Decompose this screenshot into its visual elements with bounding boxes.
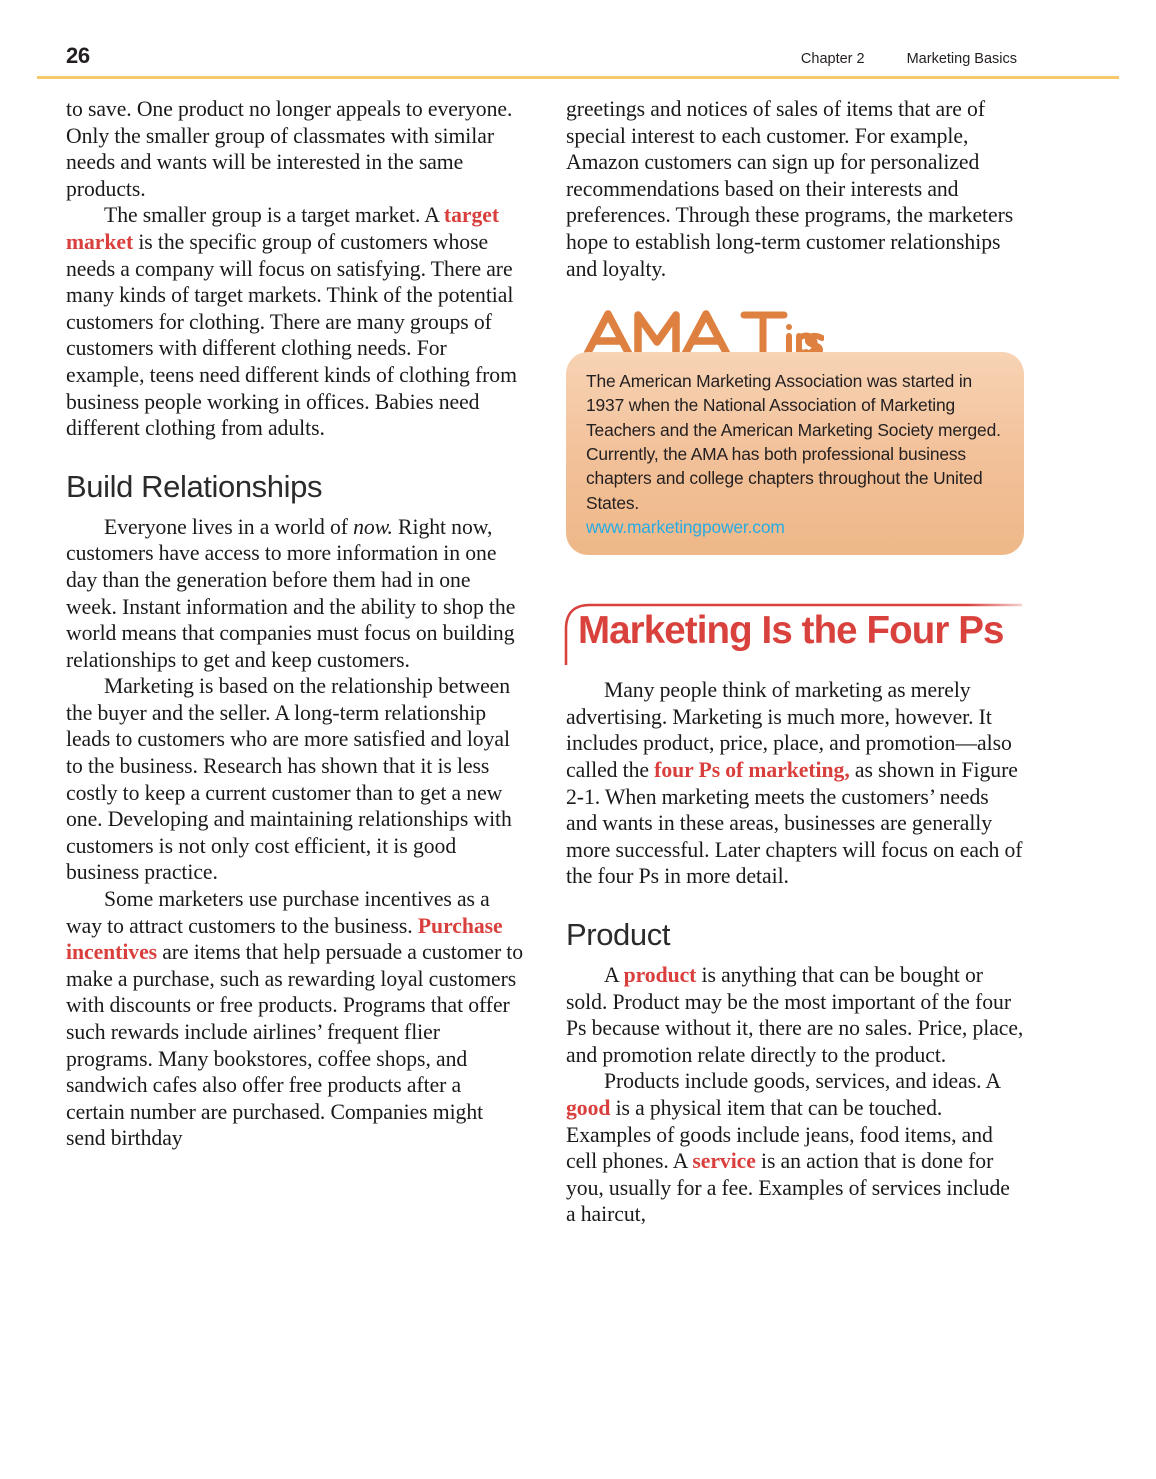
paragraph: The smaller group is a target market. A target market is the specific group of customers whose needs a company will focus on satisfying. There are many kinds of target markets. Think of the potential customers for clothing. There are many groups of customers with different clothing needs. For example, teens need different kinds of clothing from business people working in offices. Babies need different clothing from adults. xyxy=(66,203,517,441)
emphasis-text: now. xyxy=(353,514,393,539)
key-term: product xyxy=(623,962,697,987)
subheading-build-relationships: Build Relationships xyxy=(66,468,323,504)
paragraph: Everyone lives in a world of now. Right now, customers have access to more information in one day than the generation before them had in one week. Instant information and the ability to shop the world means that companies must focus on building relationships to get and keep customers. xyxy=(66,514,516,672)
ama-tips-url-link[interactable]: www.marketingpower.com xyxy=(586,516,785,537)
section-heading-marketing-four-ps: Marketing Is the Four Ps xyxy=(578,609,1004,653)
subheading-product: Product xyxy=(566,916,671,952)
chapter-number: Chapter 2 xyxy=(800,51,865,67)
paragraph: Marketing is based on the relationship between the buyer and the seller. A long-term relationship leads to customers who are more satisfied and loyal to the business. Research has shown that it is less costly to keep a current customer than to get a new one. Developing and maintaining relationships with customers is not only cost efficient, it is good business practice. xyxy=(66,674,512,885)
paragraph: to save. One product no longer appeals to everyone. Only the smaller group of classmates with similar needs and wants will be interested in the same products. xyxy=(66,97,513,201)
running-head xyxy=(0,0,1156,80)
chapter-title: Marketing Basics xyxy=(906,51,1017,67)
page-number: 26 xyxy=(66,43,90,68)
ama-tips-body: The American Marketing Association was started in 1937 when the National Association of Marketing Teachers and the American Marketing Society merged. Currently, the AMA has both professional business chapters and college chapters throughout the United States. xyxy=(586,371,1001,513)
key-term: service xyxy=(692,1149,756,1174)
paragraph: Some marketers use purchase incentives as a way to attract customers to the business. Purchase incentives are items that help persuade a customer to make a purchase, such as rewarding loyal customers with discounts or free products. Programs that offer such rewards include airlines’ frequent flier programs. Many bookstores, coffee shops, and sandwich cafes also offer free products after a certain number are purchased. Companies might send birthday xyxy=(66,887,524,1151)
chapter-label xyxy=(801,51,1017,67)
right-column xyxy=(566,96,1024,1228)
left-column xyxy=(66,96,524,1152)
paragraph: A product is anything that can be bought or sold. Product may be the most important of the four Ps because without it, there are no sales. Price, place, and promotion relate directly to the product. xyxy=(566,962,1024,1067)
ama-tips-feature xyxy=(566,308,1024,555)
key-term: good xyxy=(566,1095,611,1120)
key-term: four Ps of marketing, xyxy=(654,758,850,783)
paragraph: greetings and notices of sales of items that are of special interest to each customer. For example, Amazon customers can sign up for personalized recommendations based on their interests and preferences. Through these programs, the marketers hope to establish long-term customer relationships and loyalty. xyxy=(566,97,1014,281)
header-divider-rule xyxy=(37,76,1119,79)
ama-tips-box xyxy=(566,352,1024,555)
paragraph: Many people think of marketing as merely advertising. Marketing is much more, however. It includes product, price, place, and promotion—also called the four Ps of marketing, as shown in Figure 2-1. When marketing meets the customers’ needs and wants in these areas, businesses are generally more successful. Later chapters will focus on each of the four Ps in more detail. xyxy=(566,678,1023,889)
key-term: target market xyxy=(66,203,499,254)
section-heading-block xyxy=(566,593,1036,677)
key-term: Purchase incentives xyxy=(66,913,503,965)
paragraph: Products include goods, services, and ideas. A good is a physical item that can be touched. Examples of goods include jeans, food items, and cell phones. A service is an action that is done for you, usually for a fee. Examples of services include a haircut, xyxy=(566,1069,1010,1227)
